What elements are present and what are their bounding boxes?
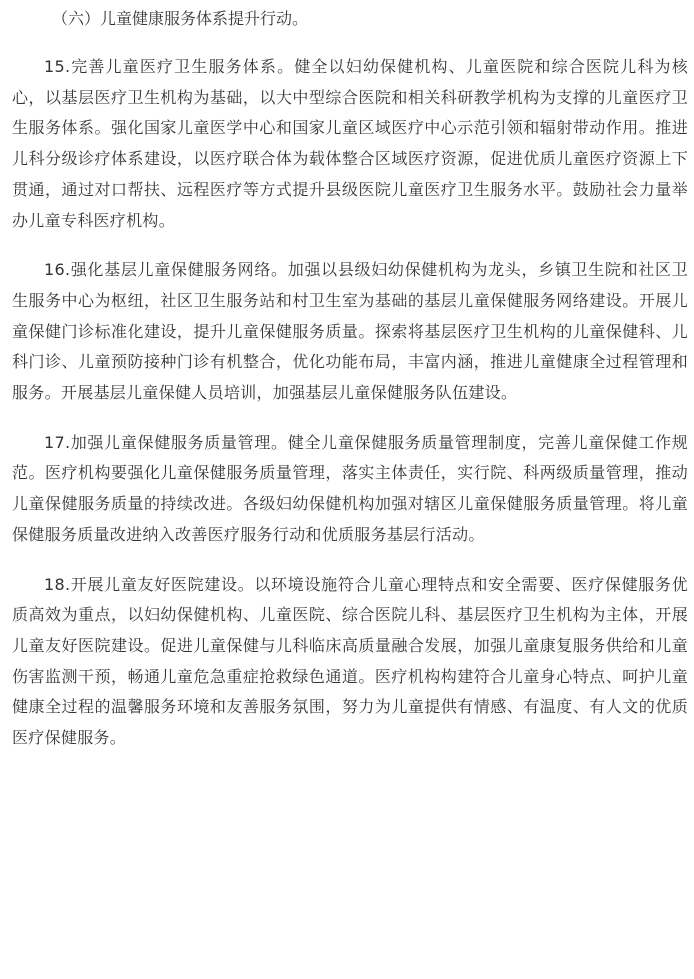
paragraph-17: 17.加强儿童保健服务质量管理。健全儿童保健服务质量管理制度，完善儿童保健工作规范。医疗机构要强化儿童保健服务质量管理，落实主体责任，实行院、科两级质量管理，推动儿童保健服务质量的持续改进。各级妇幼保健机构加强对辖区儿童保健服务质量管理。将儿童保健服务质量改进纳入改善医疗服务行动和优质服务基层行活动。 — [12, 432, 688, 544]
paragraph-15: 15.完善儿童医疗卫生服务体系。健全以妇幼保健机构、儿童医院和综合医院儿科为核心，以基层医疗卫生机构为基础，以大中型综合医院和相关科研教学机构为支撑的儿童医疗卫生服务体系。强化国家儿童医学中心和国家儿童区域医疗中心示范引领和辐射带动作用。推进儿科分级诊疗体系建设，以医疗联合体为载体整合区域医疗资源，促进优质儿童医疗资源上下贯通，通过对口帮扶、远程医疗等方式提升县级医院儿童医疗卫生服务水平。鼓励社会力量举办儿童专科医疗机构。 — [12, 57, 688, 230]
section-heading: （六）儿童健康服务体系提升行动。 — [52, 9, 309, 28]
document-body — [12, 4, 688, 773]
paragraph-18: 18.开展儿童友好医院建设。以环境设施符合儿童心理特点和安全需要、医疗保健服务优质高效为重点，以妇幼保健机构、儿童医院、综合医院儿科、基层医疗卫生机构为主体，开展儿童友好医院建设。促进儿童保健与儿科临床高质量融合发展，加强儿童康复服务供给和儿童伤害监测干预，畅通儿童危急重症抢救绿色通道。医疗机构构建符合儿童身心特点、呵护儿童健康全过程的温馨服务环境和友善服务氛围，努力为儿童提供有情感、有温度、有人文的优质医疗保健服务。 — [12, 574, 688, 748]
paragraph-16: 16.强化基层儿童保健服务网络。加强以县级妇幼保健机构为龙头，乡镇卫生院和社区卫生服务中心为枢纽，社区卫生服务站和村卫生室为基础的基层儿童保健服务网络建设。开展儿童保健门诊标准化建设，提升儿童保健服务质量。探索将基层医疗卫生机构的儿童保健科、儿科门诊、儿童预防接种门诊有机整合，优化功能布局，丰富内涵，推进儿童健康全过程管理和服务。开展基层儿童保健人员培训，加强基层儿童保健服务队伍建设。 — [12, 260, 688, 403]
